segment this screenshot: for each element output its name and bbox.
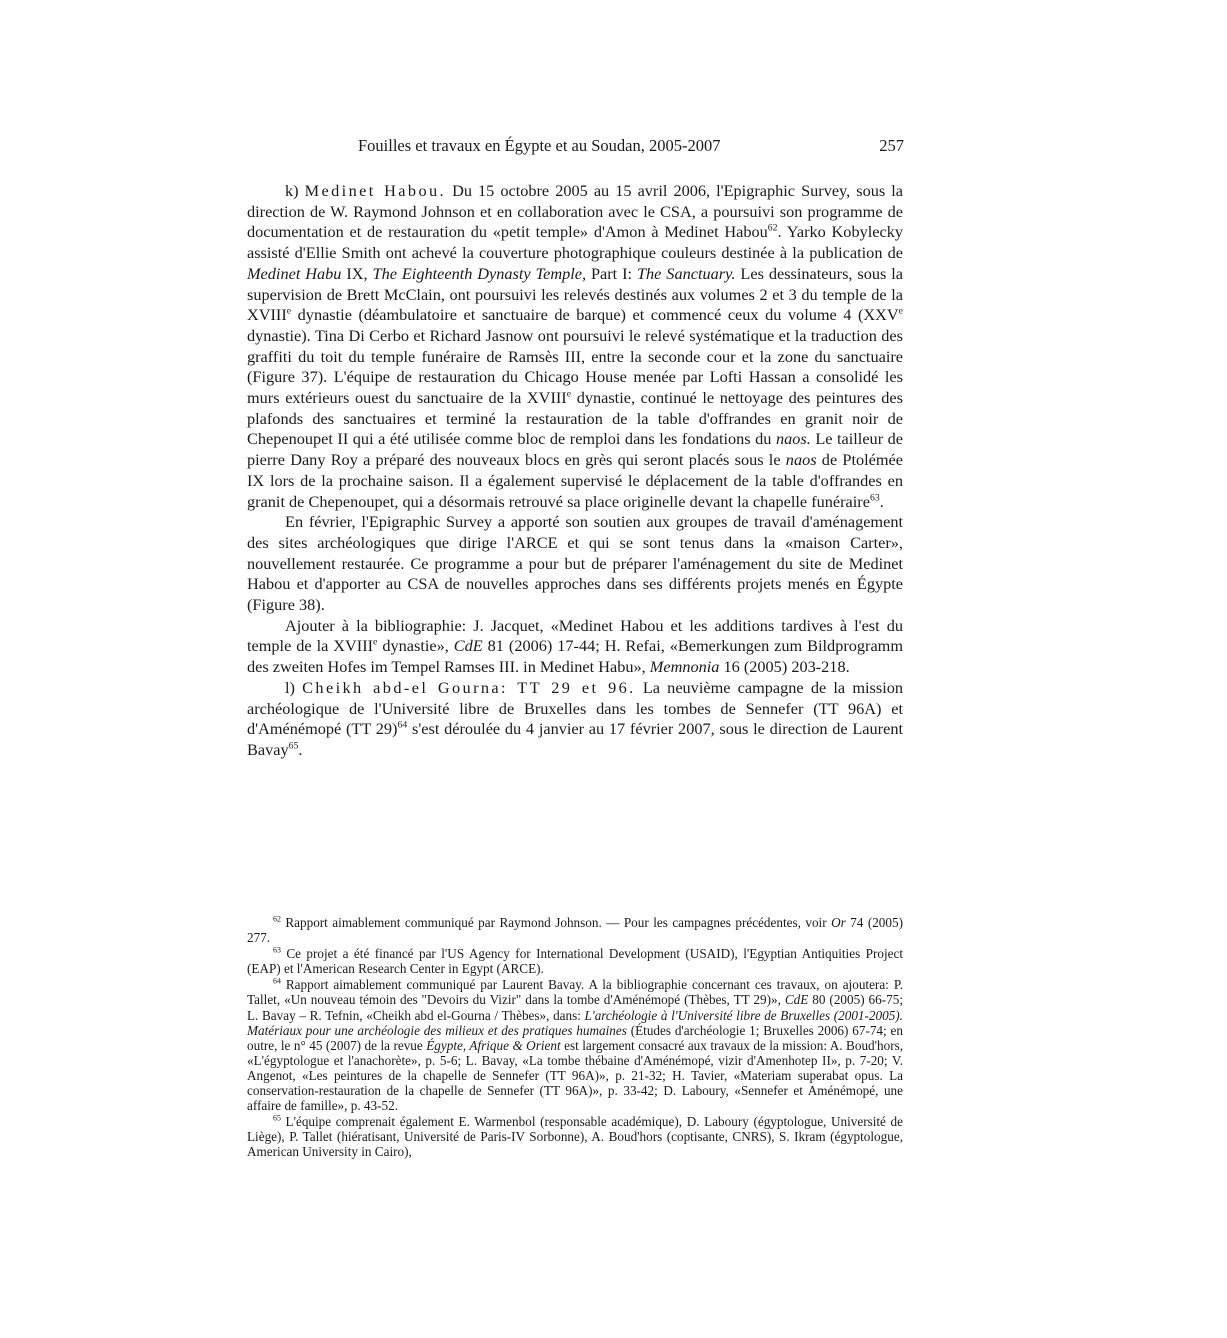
text-run: est largement consacré aux travaux de la mission: A. Boud'hors, «L'égyptologue et l'anachorète», p. 5-6; L. Bavay, «La tombe thébaine d'Aménémopé, vizir d'Amenhotep II», p. 7-20; V. Angenot, «Les peintures de la chapelle de Sennefer (TT 96A)», p. 21-32; H. Tavier, «Materiam superabat opus. La conservation-restauration de la chapelle de Sennefer (TT 96A)», p. 33-42; D. Laboury, «Sennefer et Aménémopé, une affaire de famille», p. 43-52. [247,1037,904,1114]
superscript: e [566,388,572,400]
text-run: Ce projet a été financé par l'US Agency for International Development (USAID), l'Egyptian Antiquities Project (EAP) et l'American Research Center in Egypt (ARCE). [247,946,903,977]
section-letter: l) [285,677,303,697]
section-heading: Cheikh abd-el Gourna: TT 29 et 96. [302,677,636,697]
text-run: dynastie», [377,636,454,656]
running-header [358,136,904,158]
text-run: dynastie, continué le nettoyage des peintures des plafonds des sanctuaires et terminé la restauration de la table d'offrandes en granit noir de Chepenoupet II qui a été utilisée comme bloc de remploi dans les fondations du [247,388,903,449]
italic-title: The Eighteenth Dynasty Temple, [372,263,587,283]
footnote-ref[interactable]: 62 [767,222,778,234]
text-run: Les dessinateurs, sous la supervision de Brett McClain, ont poursuivi les relevés destinés aux volumes 2 et 3 du temple de la XVIII [247,263,904,325]
footnote-64 [247,977,903,1113]
text-run: La neuvième campagne de la mission archéologique de l'Université libre de Bruxelles dans les tombes de Sennefer (TT 96A) et d'Aménémopé (TT 29) [247,677,903,739]
main-text [247,181,903,761]
footnote-63 [247,946,903,976]
italic-journal: CdE [453,636,483,656]
footnote-ref[interactable]: 64 [397,719,408,731]
running-title: Fouilles et travaux en Égypte et au Soudan, 2005-2007 [358,136,721,155]
page-number: 257 [879,136,904,155]
text-run: Part I: [586,263,637,283]
footnote-number: 63 [273,945,281,955]
text-run: . [879,491,884,511]
text-run: 16 (2005) 203-218. [719,657,850,677]
footnote-number: 65 [273,1113,281,1123]
italic-journal: Or [831,915,846,930]
paragraph-bibliography [247,616,903,678]
superscript: e [373,637,378,649]
paragraph-medinet-habou [247,181,903,512]
italic-journal: CdE [784,992,809,1008]
text-run: L'équipe comprenait également E. Warmenbol (responsable académique), D. Laboury (égyptologue, Université de Liège), P. Tallet (hiératisant, Université de Paris-IV Sorbonne), A. Boud'hors (coptisante, CNRS), S. Ikram (égyptologue, American University in Cairo), [247,1114,903,1160]
italic-title: The Sanctuary. [636,263,736,283]
text-run: IX, [341,263,373,283]
text-run: 74 (2005) 277. [247,915,903,946]
text-run: Ajouter à la bibliographie: J. Jacquet, «Medinet Habou et les additions tardives à l'est du temple de la XVIII [247,615,903,656]
text-run: dynastie). Tina Di Cerbo et Richard Jasnow ont poursuivi le relevé systématique et la traduction des graffiti du toit du temple funéraire de Ramsès III, entre la seconde cour et la zone du sanctuaire (Figure 37). L'équipe de restauration du Chicago House menée par Lofti Hassan a consolidé les murs extérieurs ouest du sanctuaire de la XVIII [247,325,903,408]
italic-journal: Memnonia [649,657,720,677]
italic-term: naos [785,450,817,470]
footnote-62 [247,915,903,945]
footnote-number: 64 [273,976,281,986]
footnote-ref[interactable]: 63 [869,492,880,504]
text-run: . [298,739,303,759]
paragraph-cheikh-abd-el-gourna [247,678,903,761]
italic-title: L'archéologie à l'Université libre de Bruxelles (2001-2005). Matériaux pour une archéologie des milieux et des pratiques humaines [247,1007,903,1038]
italic-term: naos. [775,429,811,449]
text-run: Rapport aimablement communiqué par Laurent Bavay. A la bibliographie concernant ces travaux, on ajoutera: P. Tallet, «Un nouveau témoin des "Devoirs du Vizir" dans la tombe d'Aménémopé (Thèbes, TT 29)», [247,977,903,1008]
text-run: 81 (2006) 17-44; H. Refai, «Bemerkungen zum Bildprogramm des zweiten Hofes im Tempel Ramses III. in Medinet Habu», [247,636,904,677]
superscript: e [898,305,903,317]
footnote-ref[interactable]: 65 [288,740,299,752]
text-run: de Ptolémée IX lors de la prochaine saison. Il a également supervisé le déplacement de la table d'offrandes en granit de Chepenoupet, qui a désormais retrouvé sa place originelle devant la chapelle funéraire [247,450,903,511]
text-run: . Yarko Kobylecky assisté d'Ellie Smith ont achevé la couverture photographique couleurs destinée à la publication de [247,222,903,263]
text-run: Rapport aimablement communiqué par Raymond Johnson. — Pour les campagnes précédentes, voir [280,915,832,930]
text-run: Du 15 octobre 2005 au 15 avril 2006, l'Epigraphic Survey, sous la direction de W. Raymond Johnson et en collaboration avec le CSA, a poursuivi son programme de documentation et de restauration du «petit temple» d'Amon à Medinet Habou [247,181,904,242]
footnote-number: 62 [273,914,281,924]
text-run: (Études d'archéologie 1; Bruxelles 2006) 67-74; en outre, le n° 45 (2007) de la revue [247,1022,903,1053]
paragraph-february: En février, l'Epigraphic Survey a apporté son soutien aux groupes de travail d'aménagement des sites archéologiques que dirige l'ARCE et qui se sont tenus dans la «maison Carter», nouvellement restaurée. Ce programme a pour but de préparer l'aménagement du site de Medinet Habou et d'apporter au CSA de nouvelles approches dans ses différents projets menés en Égypte (Figure 38). [247,512,903,615]
footnotes [247,915,903,1160]
text-run: Le tailleur de pierre Dany Roy a préparé des nouveaux blocs en grès qui seront placés sous le [247,429,904,470]
footnote-65 [247,1114,903,1159]
italic-journal: Égypte, Afrique & Orient [426,1037,561,1053]
text-run: s'est déroulée du 4 janvier au 17 février 2007, sous le direction de Laurent Bavay [247,719,903,759]
text-run: 80 (2005) 66-75; L. Bavay – R. Tefnin, «Cheikh abd el-Gourna / Thèbes», dans: [247,992,903,1023]
text-run: dynastie (déambulatoire et sanctuaire de barque) et commencé ceux du volume 4 (XXV [291,305,899,325]
section-heading: Medinet Habou. [304,181,447,200]
superscript: e [286,305,292,317]
italic-title: Medinet Habu [247,263,342,283]
section-letter: k) [285,181,305,200]
